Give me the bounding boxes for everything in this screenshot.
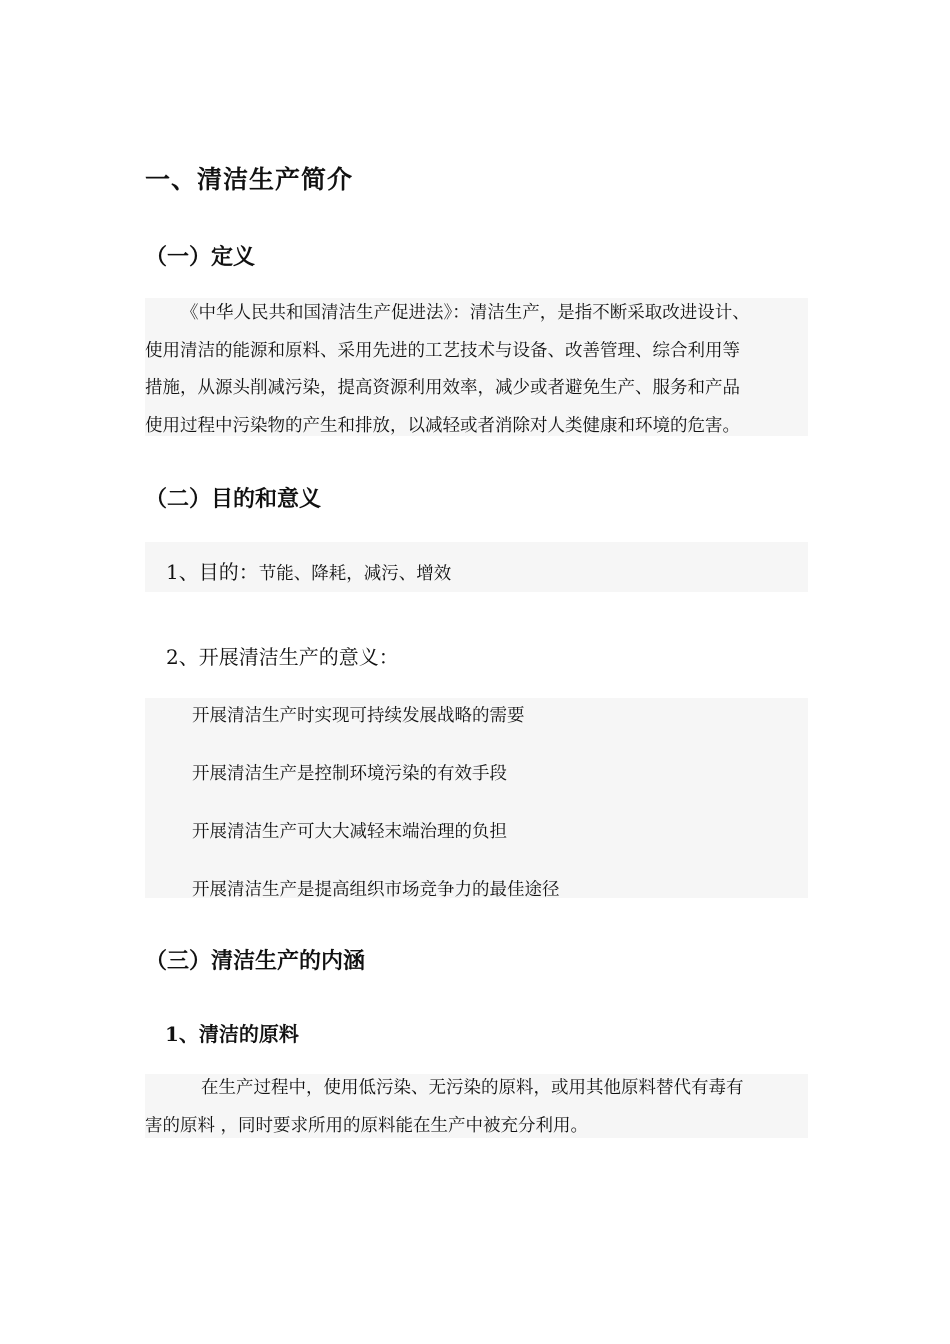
significance-item: 开展清洁生产时实现可持续发展战略的需要	[192, 706, 525, 726]
clean-materials-line: 在生产过程中，使用低污染、无污染的原料，或用其他原料替代有毒有	[201, 1078, 744, 1098]
purpose-label: 1、目的：	[166, 560, 259, 584]
clean-materials-paragraph	[145, 1070, 810, 1145]
purpose-heading: （二）目的和意义	[145, 486, 322, 512]
significance-item: 开展清洁生产可大大减轻末端治理的负担	[192, 822, 507, 842]
connotation-heading: （三）清洁生产的内涵	[145, 948, 366, 974]
purpose-line	[166, 556, 451, 585]
definition-paragraph	[145, 295, 810, 445]
main-heading: 一、清洁生产简介	[145, 165, 354, 194]
clean-materials-heading: 1、清洁的原料	[165, 1022, 299, 1046]
significance-item: 开展清洁生产是提高组织市场竞争力的最佳途径	[192, 880, 560, 900]
significance-shade	[145, 698, 808, 898]
definition-line: 《中华人民共和国清洁生产促进法》：清洁生产，是指不断采取改进设计、	[181, 303, 750, 323]
significance-title: 2、开展清洁生产的意义：	[166, 645, 399, 669]
purpose-value: 节能、降耗，减污、增效	[258, 564, 452, 584]
definition-heading: （一）定义	[145, 244, 256, 270]
definition-line: 使用清洁的能源和原料、采用先进的工艺技术与设备、改善管理、综合利用等	[145, 340, 740, 361]
significance-item: 开展清洁生产是控制环境污染的有效手段	[192, 764, 507, 784]
definition-line: 措施，从源头削减污染，提高资源利用效率，减少或者避免生产、服务和产品	[145, 378, 740, 398]
clean-materials-line: 害的原料 ，同时要求所用的原料能在生产中被充分利用。	[145, 1115, 589, 1136]
definition-line: 使用过程中污染物的产生和排放，以减轻或者消除对人类健康和环境的危害。	[145, 415, 740, 436]
